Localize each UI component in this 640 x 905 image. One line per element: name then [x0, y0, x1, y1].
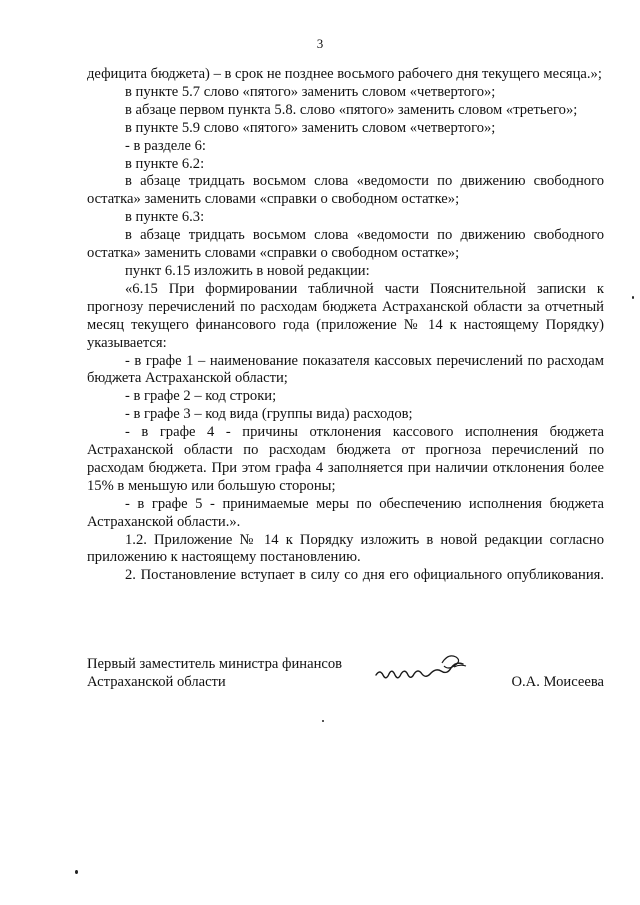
paragraph: - в графе 3 – код вида (группы вида) расходов; [125, 406, 413, 423]
scan-speck [632, 296, 634, 299]
paragraph: в пункте 6.2: [125, 155, 205, 172]
signatory-position-line: Астраханской области [87, 674, 226, 690]
paragraph: 2. Постановление вступает в силу со дня его официального опубликования. [125, 567, 604, 584]
paragraph: дефицита бюджета) – в срок не позднее восьмого рабочего дня текущего месяца.»; [87, 66, 602, 82]
paragraph: - в графе 5 - принимаемые меры по обеспечению исполнения бюджета Астраханской области.». [87, 495, 604, 530]
signatory-position-line: Первый заместитель министра финансов [87, 656, 343, 672]
page-number: 3 [316, 36, 324, 51]
paragraph: - в разделе 6: [125, 137, 206, 154]
signatory-name: О.А. Моисеева [511, 674, 604, 690]
paragraph: - в графе 4 - причины отклонения кассового исполнения бюджета Астраханской области по расходам бюджета от прогноза перечислений по расходам бюджета. При этом графа 4 заполняется при наличии отклонения более 15% в меньшую или большую стороны; [87, 424, 604, 494]
paragraph: в абзаце тридцать восьмом слова «ведомости по движению свободного остатка» заменить словами «справки о свободном остатке»; [87, 227, 604, 262]
paragraph: 1.2. Приложение № 14 к Порядку изложить в новой редакции согласно приложению к настоящему постановлению. [87, 531, 604, 566]
paragraph: в пункте 6.3: [125, 209, 205, 226]
scan-speck [322, 720, 324, 722]
paragraph: «6.15 При формировании табличной части Пояснительной записки к прогнозу перечислений по расходам бюджета Астраханской области за отчетный месяц текущего финансового года (приложение № 14 к настоящему Порядку) указывается: [87, 280, 604, 351]
handwritten-signature [372, 649, 487, 689]
signatory-position [87, 655, 387, 691]
paragraph: в абзаце тридцать восьмом слова «ведомости по движению свободного остатка» заменить словами «справки о свободном остатке»; [87, 173, 604, 208]
paragraph: пункт 6.15 изложить в новой редакции: [125, 262, 370, 279]
paragraph: - в графе 2 – код строки; [125, 388, 277, 405]
paragraph: в пункте 5.9 слово «пятого» заменить словом «четвертого»; [125, 119, 496, 136]
paragraph: в пункте 5.7 слово «пятого» заменить словом «четвертого»; [125, 83, 496, 100]
document-body [87, 66, 604, 585]
paragraph: - в графе 1 – наименование показателя кассовых перечислений по расходам бюджета Астраханской области; [87, 352, 604, 387]
scan-speck [75, 870, 78, 874]
paragraph: в абзаце первом пункта 5.8. слово «пятого» заменить словом «третьего»; [125, 101, 578, 118]
